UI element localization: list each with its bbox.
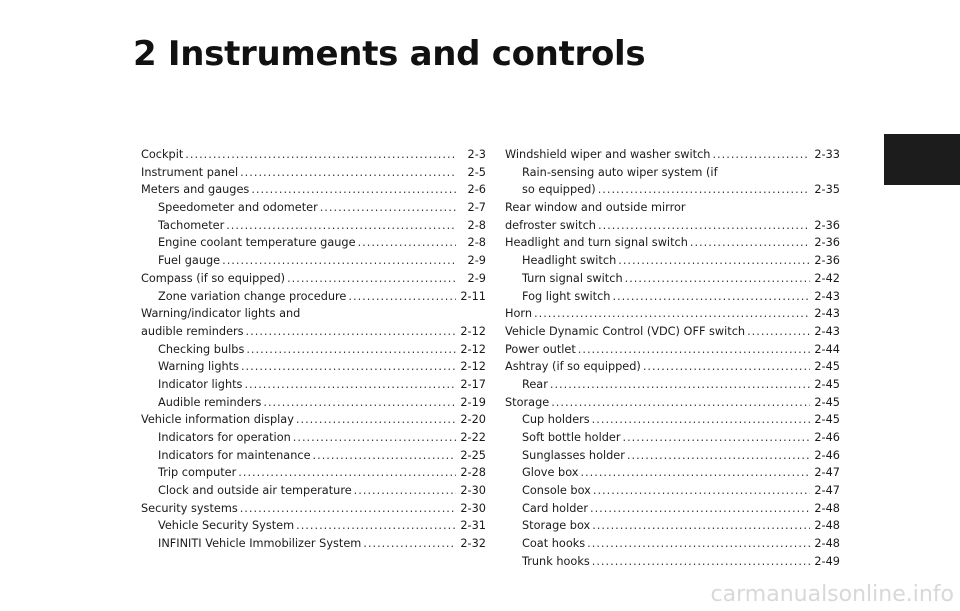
toc-subentry[interactable] <box>505 500 840 518</box>
toc-subentry[interactable] <box>505 411 840 429</box>
toc-subentry[interactable] <box>141 341 486 359</box>
toc-leader-dots <box>348 288 456 306</box>
toc-subentry[interactable] <box>505 517 840 535</box>
toc-entry-label: Vehicle information display <box>141 413 294 427</box>
toc-page-number: 2-30 <box>460 484 486 498</box>
toc-subentry[interactable] <box>505 535 840 553</box>
toc-entry[interactable] <box>505 394 840 412</box>
toc-leader-dots <box>320 199 456 217</box>
toc-entry-label: Sunglasses holder <box>522 448 625 462</box>
toc-entry-label: Horn <box>505 307 533 321</box>
chapter-title: 2 Instruments and controls <box>133 34 646 74</box>
toc-page-number: 2-35 <box>814 183 840 197</box>
toc-leader-dots <box>222 252 456 270</box>
toc-page-number: 2-48 <box>814 537 840 551</box>
toc-leader-dots <box>354 482 456 500</box>
toc-page-number: 2-12 <box>460 324 486 338</box>
toc-entry[interactable] <box>505 358 840 376</box>
toc-subentry[interactable] <box>141 376 486 394</box>
toc-subentry[interactable] <box>141 447 486 465</box>
toc-page-number: 2-8 <box>467 236 486 250</box>
toc-entry-label: Storage <box>505 395 550 409</box>
toc-entry[interactable] <box>505 305 840 323</box>
toc-page-number: 2-36 <box>814 218 840 232</box>
toc-page-number: 2-19 <box>460 395 486 409</box>
toc-page-number: 2-46 <box>814 448 840 462</box>
toc-entry-label: Speedometer and odometer <box>158 201 318 215</box>
toc-leader-dots <box>598 181 810 199</box>
toc-entry-label: Fog light switch <box>522 289 611 303</box>
toc-subentry[interactable] <box>141 394 486 412</box>
toc-leader-dots <box>287 270 456 288</box>
toc-page-number: 2-9 <box>467 254 486 268</box>
toc-entry-label: so equipped) <box>522 183 596 197</box>
toc-entry-label: Ashtray (if so equipped) <box>505 360 641 374</box>
watermark: carmanualsonline.info <box>710 582 954 607</box>
toc-leader-dots <box>363 535 456 553</box>
toc-page-number: 2-43 <box>814 289 840 303</box>
toc-entry-label: Rear <box>522 377 548 391</box>
toc-entry-label: Trunk hooks <box>522 554 590 568</box>
toc-entry-label: Fuel gauge <box>158 254 221 268</box>
toc-leader-dots <box>625 270 810 288</box>
toc-page-number: 2-33 <box>814 148 840 161</box>
toc-entry-label: Clock and outside air temperature <box>158 484 352 498</box>
toc-leader-dots <box>578 341 810 359</box>
toc-entry[interactable] <box>505 217 840 235</box>
toc-page-number: 2-43 <box>814 307 840 321</box>
toc-page-number: 2-20 <box>460 413 486 427</box>
toc-leader-dots <box>185 146 456 164</box>
toc-page-number: 2-28 <box>460 466 486 480</box>
toc-subentry[interactable] <box>505 429 840 447</box>
toc-leader-dots <box>612 288 810 306</box>
toc-page-number: 2-46 <box>814 431 840 444</box>
toc-page-number: 2-9 <box>467 271 486 285</box>
toc-right-column <box>505 146 840 571</box>
toc-leader-dots <box>592 553 810 571</box>
toc-subentry[interactable] <box>141 199 486 217</box>
toc-entry[interactable] <box>505 234 840 252</box>
toc-page-number: 2-45 <box>814 413 840 427</box>
toc-subentry[interactable] <box>505 270 840 288</box>
toc-entry[interactable] <box>141 164 486 182</box>
toc-page-number: 2-45 <box>814 395 840 409</box>
toc-entry-label: Windshield wiper and washer switch <box>505 148 711 161</box>
toc-entry-label: Security systems <box>141 501 238 515</box>
toc-page-number: 2-8 <box>467 218 486 232</box>
toc-page-number: 2-43 <box>814 324 840 338</box>
toc-subentry[interactable] <box>141 288 486 306</box>
toc-entry[interactable] <box>141 181 486 199</box>
toc-subentry[interactable] <box>505 288 840 306</box>
toc-subentry[interactable] <box>141 517 486 535</box>
toc-entry[interactable] <box>141 323 486 341</box>
toc-page-number: 2-17 <box>460 377 486 391</box>
toc-subentry[interactable] <box>141 234 486 252</box>
toc-subentry[interactable] <box>141 358 486 376</box>
toc-subentry[interactable] <box>141 217 486 235</box>
toc-entry[interactable] <box>141 270 486 288</box>
toc-entry-label: Tachometer <box>158 218 225 232</box>
toc-leader-dots <box>747 323 810 341</box>
toc-subentry[interactable] <box>505 482 840 500</box>
toc-leader-dots <box>550 376 810 394</box>
toc-entry-label: Soft bottle holder <box>522 431 621 444</box>
toc-page-number: 2-48 <box>814 519 840 533</box>
toc-page-number: 2-7 <box>467 201 486 215</box>
toc-subentry[interactable] <box>505 181 840 199</box>
toc-page-number: 2-22 <box>460 431 486 444</box>
toc-leader-dots <box>592 411 810 429</box>
toc-page-number: 2-49 <box>814 554 840 568</box>
toc-leader-dots <box>627 447 810 465</box>
toc-subentry[interactable] <box>141 464 486 482</box>
toc-entry-label: Glove box <box>522 466 579 480</box>
toc-leader-dots <box>241 358 456 376</box>
toc-entry-label: Console box <box>522 484 591 498</box>
toc-leader-dots <box>244 376 456 394</box>
chapter-tab-marker <box>884 134 960 185</box>
toc-page-number: 2-42 <box>814 271 840 285</box>
toc-entry-label: Audible reminders <box>158 395 262 409</box>
toc-subentry[interactable] <box>141 482 486 500</box>
toc-leader-dots <box>618 252 810 270</box>
toc-leader-dots <box>622 429 810 447</box>
toc-page-number: 2-12 <box>460 360 486 374</box>
toc-leader-dots <box>712 146 810 164</box>
toc-entry-label: Engine coolant temperature gauge <box>158 236 356 250</box>
toc-page-number: 2-5 <box>467 165 486 179</box>
toc-entry[interactable] <box>141 500 486 518</box>
toc-entry-label-line: Warning/indicator lights and <box>141 307 301 321</box>
toc-entry[interactable] <box>505 146 840 164</box>
toc-entry-label: Compass (if so equipped) <box>141 271 286 285</box>
toc-leader-dots <box>590 500 810 518</box>
toc-leader-dots <box>587 535 810 553</box>
toc-page-number: 2-11 <box>460 289 486 303</box>
toc-entry-label: Cup holders <box>522 413 590 427</box>
toc-entry-label: Zone variation change procedure <box>158 289 347 303</box>
toc-entry[interactable] <box>505 323 840 341</box>
toc-entry-label: Meters and gauges <box>141 183 250 197</box>
toc-entry-label: Indicators for operation <box>158 431 291 444</box>
toc-leader-dots <box>240 164 456 182</box>
toc-page-number: 2-48 <box>814 501 840 515</box>
toc-page-number: 2-32 <box>460 537 486 551</box>
toc-entry-label: Trip computer <box>158 466 237 480</box>
toc-page-number: 2-3 <box>467 148 486 161</box>
toc-entry-label: Cockpit <box>141 148 184 161</box>
toc-page-number: 2-36 <box>814 254 840 268</box>
toc-leader-dots <box>690 234 810 252</box>
toc-leader-dots <box>534 305 810 323</box>
toc-page-number: 2-45 <box>814 360 840 374</box>
toc-entry-label: Checking bulbs <box>158 342 245 356</box>
toc-entry[interactable] <box>141 411 486 429</box>
toc-subentry[interactable] <box>505 553 840 571</box>
toc-entry-label: INFINITI Vehicle Immobilizer System <box>158 537 362 551</box>
toc-entry-label: Indicator lights <box>158 377 243 391</box>
toc-subentry[interactable] <box>141 429 486 447</box>
toc-entry-label: audible reminders <box>141 324 244 338</box>
toc-leader-dots <box>580 464 810 482</box>
toc-leader-dots <box>296 411 456 429</box>
toc-entry[interactable] <box>141 146 486 164</box>
toc-page-number: 2-44 <box>814 342 840 356</box>
toc-page-number: 2-47 <box>814 484 840 498</box>
toc-leader-dots <box>238 464 456 482</box>
toc-page-number: 2-47 <box>814 466 840 480</box>
toc-entry-label: Headlight switch <box>522 254 617 268</box>
toc-subentry[interactable] <box>505 376 840 394</box>
toc-page-number: 2-36 <box>814 236 840 250</box>
toc-entry-label: defroster switch <box>505 218 596 232</box>
toc-leader-dots <box>226 217 456 235</box>
toc-leader-dots <box>240 500 456 518</box>
toc-page-number: 2-25 <box>460 448 486 462</box>
toc-page-number: 2-6 <box>467 183 486 197</box>
toc-entry-label: Coat hooks <box>522 537 586 551</box>
toc-entry[interactable] <box>505 341 840 359</box>
toc-leader-dots <box>598 217 810 235</box>
toc-leader-dots <box>592 517 810 535</box>
toc-subentry[interactable] <box>505 447 840 465</box>
toc-entry-label: Vehicle Security System <box>158 519 295 533</box>
toc-entry-label: Warning lights <box>158 360 239 374</box>
toc-leader-dots <box>246 341 456 359</box>
toc-leader-dots <box>251 181 456 199</box>
toc-leader-dots <box>246 323 456 341</box>
toc-subentry[interactable] <box>505 252 840 270</box>
toc-entry-label: Instrument panel <box>141 165 239 179</box>
toc-entry-label: Storage box <box>522 519 591 533</box>
toc-subentry[interactable] <box>505 464 840 482</box>
toc-entry-label-line: Rain-sensing auto wiper system (if <box>522 165 718 179</box>
toc-leader-dots <box>358 234 456 252</box>
toc-page-number: 2-31 <box>460 519 486 533</box>
toc-entry-label: Headlight and turn signal switch <box>505 236 688 250</box>
toc-entry-label: Power outlet <box>505 342 576 356</box>
toc-subentry[interactable] <box>141 252 486 270</box>
toc-entry-label: Card holder <box>522 501 588 515</box>
toc-subentry[interactable] <box>141 535 486 553</box>
toc-leader-dots <box>313 447 456 465</box>
toc-leader-dots <box>643 358 810 376</box>
toc-leader-dots <box>263 394 456 412</box>
toc-entry-label-line: Rear window and outside mirror <box>505 201 686 215</box>
toc-page-number: 2-45 <box>814 377 840 391</box>
toc-leader-dots <box>293 429 456 447</box>
toc-page-number: 2-12 <box>460 342 486 356</box>
toc-leader-dots <box>551 394 810 412</box>
toc-page-number: 2-30 <box>460 501 486 515</box>
toc-leader-dots <box>593 482 810 500</box>
toc-left-column <box>141 146 486 553</box>
toc-entry-label: Turn signal switch <box>522 271 623 285</box>
toc-entry-label: Vehicle Dynamic Control (VDC) OFF switch <box>505 324 746 338</box>
toc-leader-dots <box>296 517 456 535</box>
toc-entry-label: Indicators for maintenance <box>158 448 311 462</box>
